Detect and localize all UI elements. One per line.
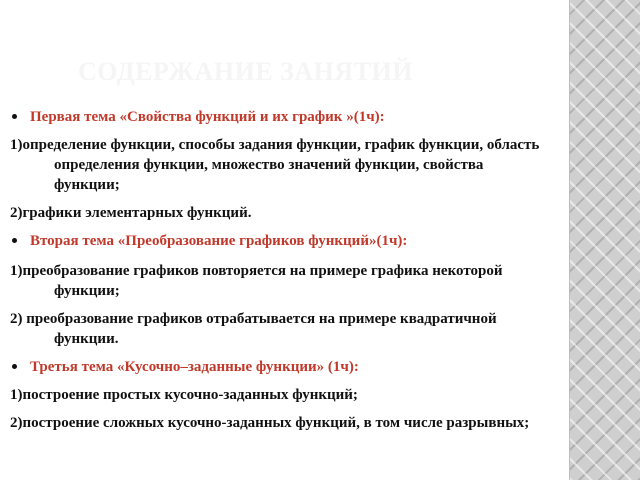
topic-1-heading-text: Первая тема «Свойства функций и их график »(1ч): <box>30 109 385 125</box>
topic-3-heading <box>10 357 550 377</box>
topic-2-item-2: 2) преобразование графиков отрабатывается на примере квадратичной функции. <box>10 311 497 347</box>
topic-3-item-2: 2)построение сложных кусочно-заданных функций, в том числе разрывных; <box>10 415 530 431</box>
topic-3-heading-text: Третья тема «Кусочно–заданные функции» (1ч): <box>30 359 359 375</box>
topic-1-item-1: 1)определение функции, способы задания функции, график функции, область определения функции, множество значений функции, свойства функции; <box>10 137 540 193</box>
topic-2-heading-text: Вторая тема «Преобразование графиков функций»(1ч): <box>30 233 408 249</box>
decorative-side-strip <box>569 0 640 480</box>
topic-1-item-2: 2)графики элементарных функций. <box>10 205 252 221</box>
topic-3-item-1: 1)построение простых кусочно-заданных функций; <box>10 387 358 403</box>
topic-1-heading <box>10 107 550 127</box>
bullet-icon <box>12 364 17 369</box>
bullet-icon <box>12 114 17 119</box>
topic-2-heading <box>10 231 550 251</box>
slide-title: СОДЕРЖАНИЕ ЗАНЯТИЙ <box>78 57 413 86</box>
topic-2-item-1: 1)преобразование графиков повторяется на примере графика некоторой функции; <box>10 263 503 299</box>
bullet-icon <box>12 238 17 243</box>
slide-content <box>10 107 550 433</box>
